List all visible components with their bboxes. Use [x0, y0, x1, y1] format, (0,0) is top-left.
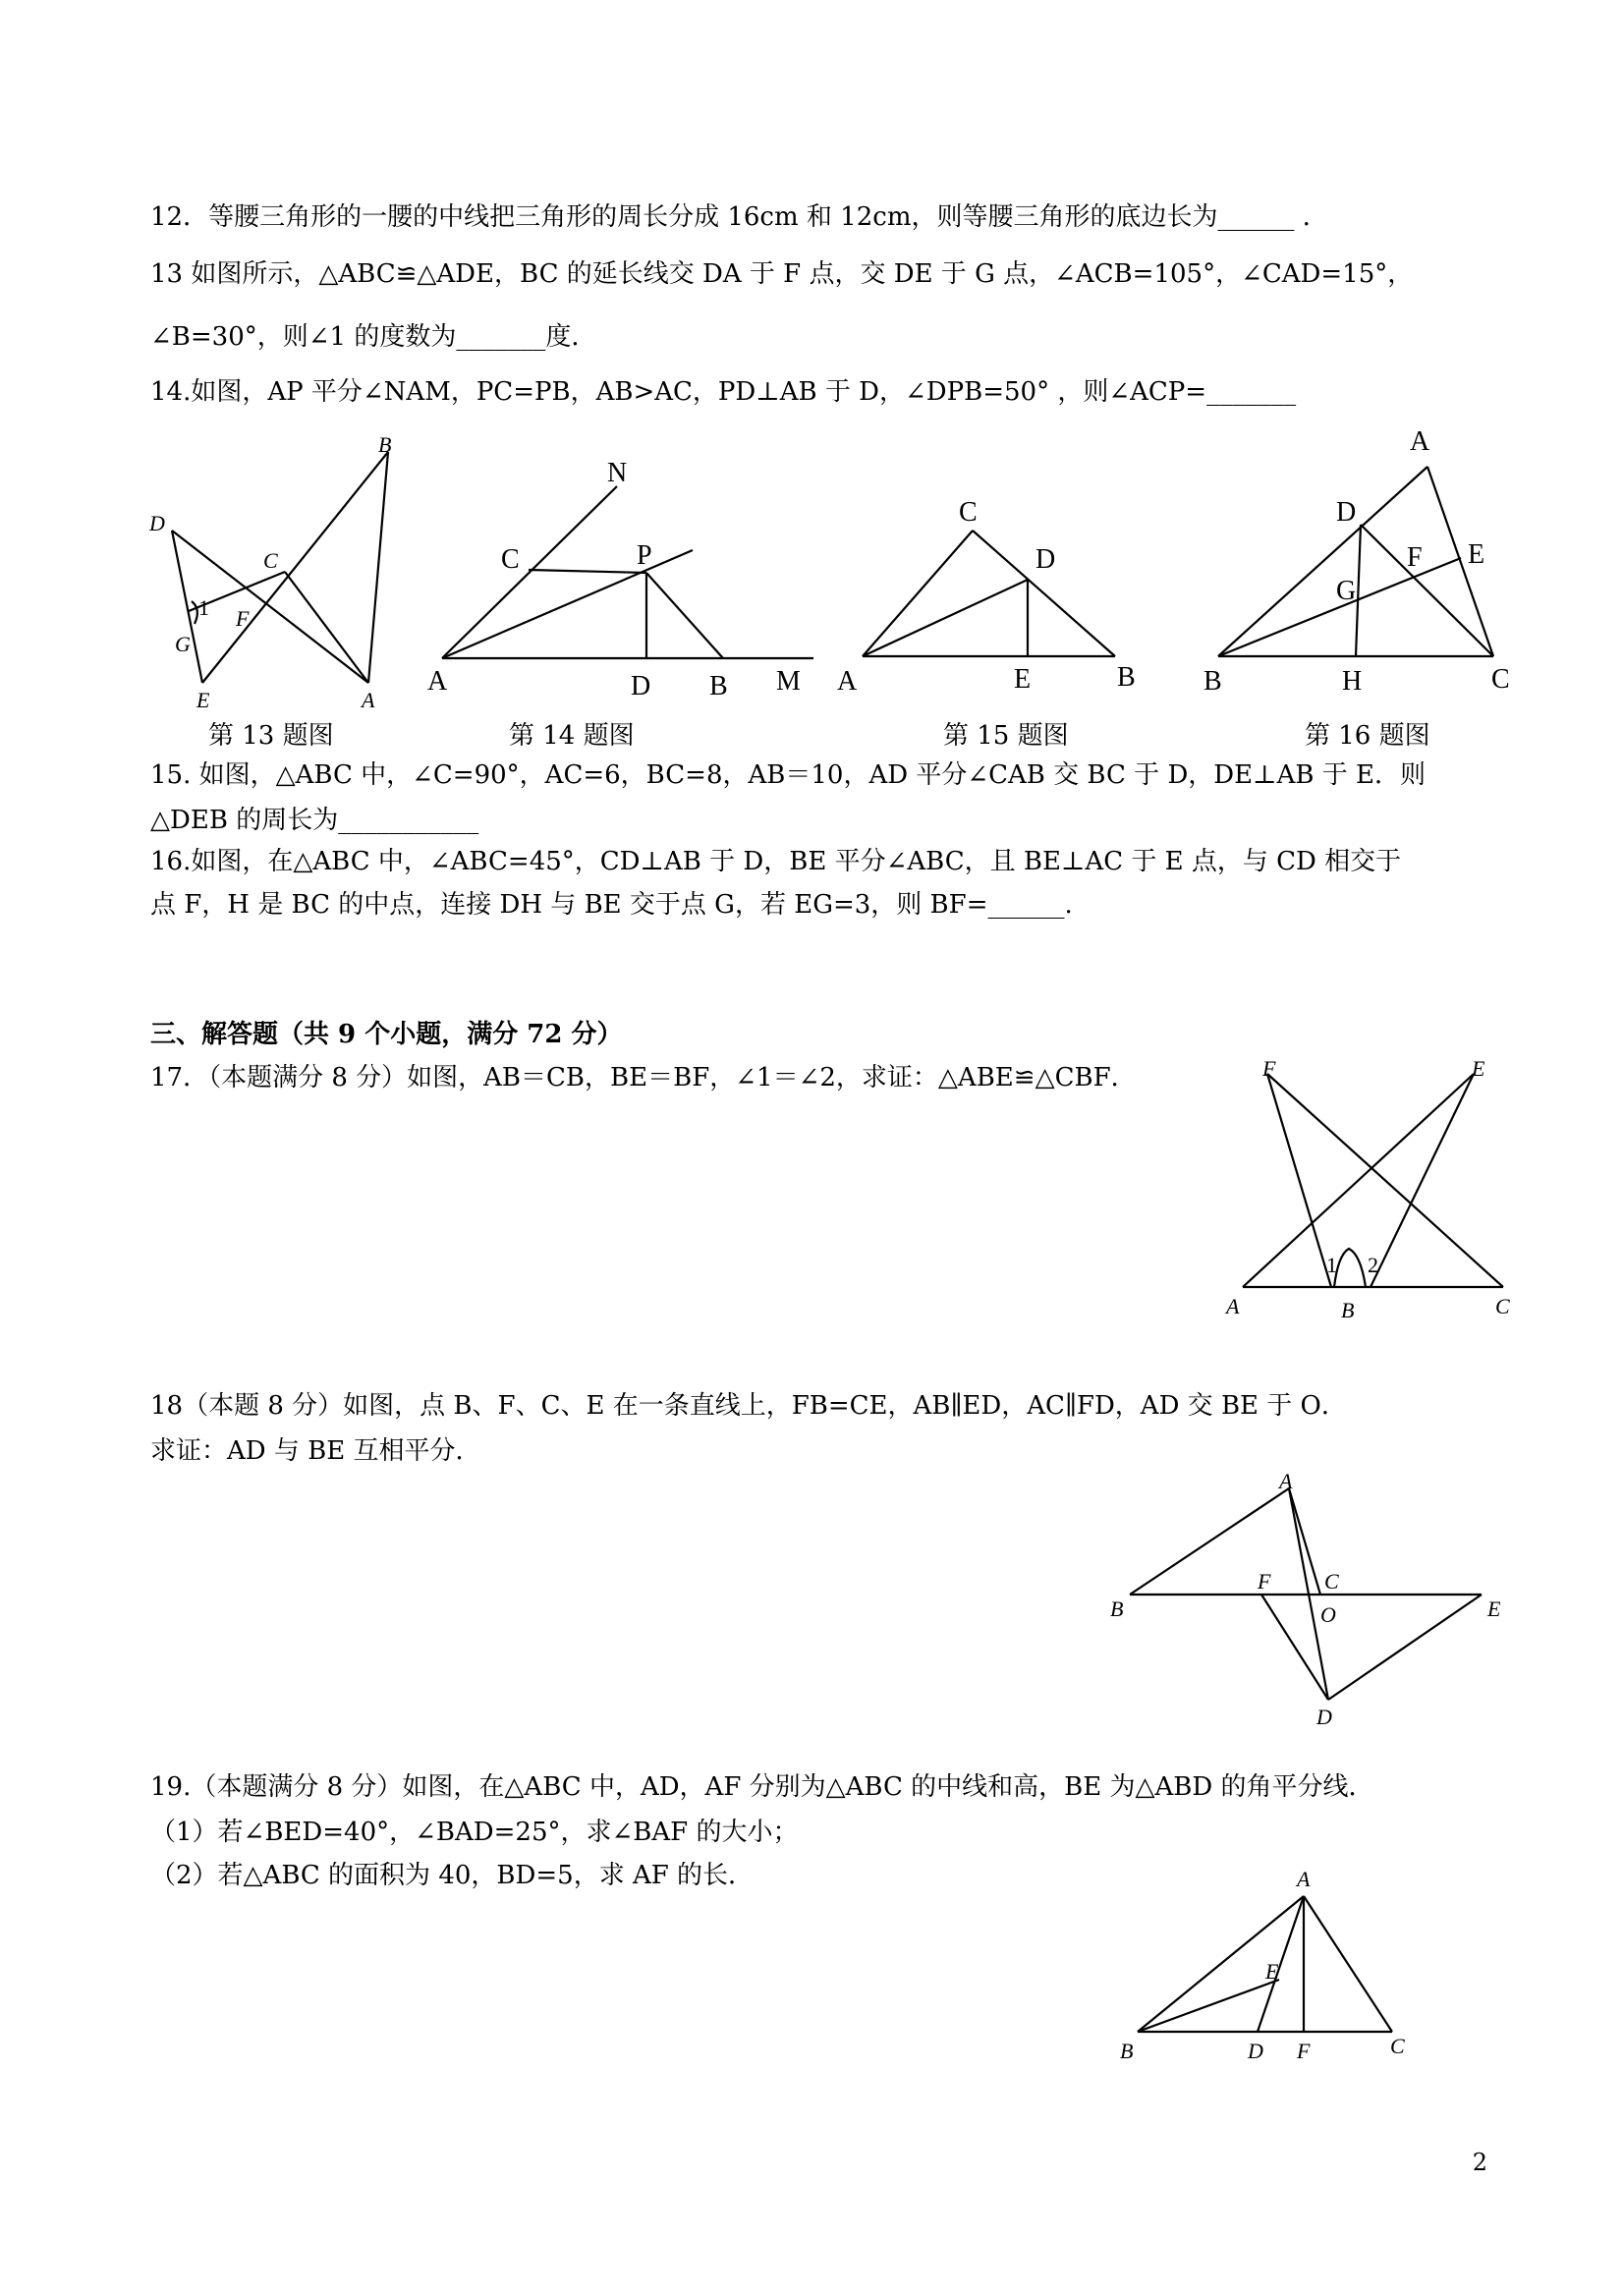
- question-12: 12．等腰三角形的一腰的中线把三角形的周长分成 16cm 和 12cm，则等腰三角形的底边长为______ ．: [150, 202, 1328, 232]
- label-M: M: [776, 666, 801, 697]
- label-B: B: [1110, 1596, 1124, 1621]
- label-E: E: [1487, 1596, 1501, 1621]
- label-D: D: [1248, 2039, 1263, 2063]
- label-D: D: [149, 511, 165, 535]
- figure-13: [138, 422, 422, 717]
- figure-14: [422, 442, 815, 707]
- question-19-line3: （2）若△ABC 的面积为 40，BD=5，求 AF 的长．: [150, 1861, 755, 1890]
- label-E: E: [1014, 664, 1032, 695]
- figure-17: [1208, 1046, 1542, 1331]
- label-A: A: [1226, 1294, 1240, 1318]
- question-18-line1: 18（本题 8 分）如图，点 B、F、C、E 在一条直线上，FB=CE，AB∥ED，AC∥FD，AD 交 BE 于 O．: [150, 1391, 1347, 1421]
- label-C: C: [1390, 2034, 1405, 2058]
- label-C: C: [959, 497, 978, 528]
- question-15-line1: 15. 如图，△ABC 中，∠C=90°，AC=6，BC=8，AB＝10，AD 平分∠CAB 交 BC 于 D，DE⊥AB 于 E．则: [150, 760, 1426, 790]
- figure-19: [1110, 1857, 1444, 2078]
- label-A: A: [362, 688, 375, 712]
- caption-figure-14: 第 14 题图: [509, 721, 635, 751]
- label-D: D: [1336, 497, 1357, 528]
- label-A: A: [427, 666, 448, 697]
- figure-18: [1100, 1469, 1523, 1734]
- caption-figure-15: 第 15 题图: [943, 721, 1069, 751]
- label-D: D: [1316, 1705, 1332, 1729]
- label-G: G: [1336, 576, 1357, 606]
- label-C: C: [263, 548, 278, 573]
- question-19-line1: 19.（本题满分 8 分）如图，在△ABC 中，AD，AF 分别为△ABC 的中线和高，BE 为△ABD 的角平分线．: [150, 1772, 1374, 1802]
- label-A: A: [1279, 1469, 1293, 1493]
- label-E: E: [196, 688, 210, 712]
- figure-16: [1189, 422, 1523, 707]
- label-B: B: [1341, 1298, 1355, 1322]
- label-D: D: [631, 671, 651, 701]
- label-B: B: [1117, 662, 1136, 693]
- label-E: E: [1265, 1959, 1279, 1984]
- question-15-line2: △DEB 的周长为___________: [150, 806, 479, 835]
- label-H: H: [1342, 666, 1363, 697]
- page-number: 2: [1472, 2149, 1487, 2176]
- label-F: F: [1407, 542, 1423, 573]
- question-13-line2: ∠B=30°，则∠1 的度数为_______度．: [150, 322, 597, 352]
- label-A: A: [1297, 1867, 1311, 1891]
- question-18-line2: 求证：AD 与 BE 互相平分．: [150, 1436, 481, 1466]
- label-D: D: [1035, 544, 1056, 575]
- label-E: E: [1472, 1056, 1485, 1081]
- label-E: E: [1468, 539, 1485, 570]
- question-16-line1: 16.如图，在△ABC 中，∠ABC=45°，CD⊥AB 于 D，BE 平分∠ABC，且 BE⊥AC 于 E 点，与 CD 相交于: [150, 847, 1402, 876]
- label-O: O: [1320, 1602, 1336, 1627]
- label-B: B: [709, 671, 728, 701]
- question-16-line2: 点 F，H 是 BC 的中点，连接 DH 与 BE 交于点 G，若 EG=3，则 BF=______.: [150, 890, 1073, 920]
- caption-figure-16: 第 16 题图: [1305, 721, 1430, 751]
- label-F: F: [1258, 1569, 1271, 1594]
- label-P: P: [637, 540, 652, 571]
- label-A: A: [1410, 426, 1430, 457]
- label-N: N: [607, 458, 628, 488]
- question-13-line1: 13 如图所示，△ABC≌△ADE，BC 的延长线交 DA 于 F 点，交 DE 于 G 点，∠ACB=105°，∠CAD=15°，: [150, 259, 1414, 289]
- label-F: F: [1297, 2039, 1311, 2063]
- section-3-heading: 三、解答题（共 9 个小题，满分 72 分）: [150, 1020, 623, 1049]
- label-angle-1: 1: [198, 595, 209, 620]
- question-14: 14.如图，AP 平分∠NAM，PC=PB，AB>AC，PD⊥AB 于 D，∠DPB=50° ，则∠ACP=_______: [150, 377, 1297, 407]
- label-B: B: [378, 432, 392, 457]
- label-C: C: [501, 544, 520, 575]
- label-F: F: [1262, 1056, 1276, 1081]
- figure-15: [835, 491, 1159, 698]
- label-angle-1: 1: [1326, 1253, 1337, 1277]
- label-C: C: [1324, 1569, 1339, 1594]
- label-C: C: [1491, 664, 1510, 695]
- question-17: 17．（本题满分 8 分）如图，AB＝CB，BE＝BF，∠1＝∠2，求证：△ABE≌△CBF．: [150, 1063, 1137, 1092]
- caption-figure-13: 第 13 题图: [208, 721, 334, 751]
- label-angle-2: 2: [1368, 1253, 1378, 1277]
- label-F: F: [236, 606, 250, 631]
- label-B: B: [1120, 2039, 1134, 2063]
- label-B: B: [1203, 666, 1222, 697]
- label-C: C: [1495, 1294, 1510, 1318]
- question-19-line2: （1）若∠BED=40°，∠BAD=25°，求∠BAF 的大小；: [150, 1818, 799, 1847]
- label-G: G: [175, 632, 191, 656]
- label-A: A: [837, 666, 858, 697]
